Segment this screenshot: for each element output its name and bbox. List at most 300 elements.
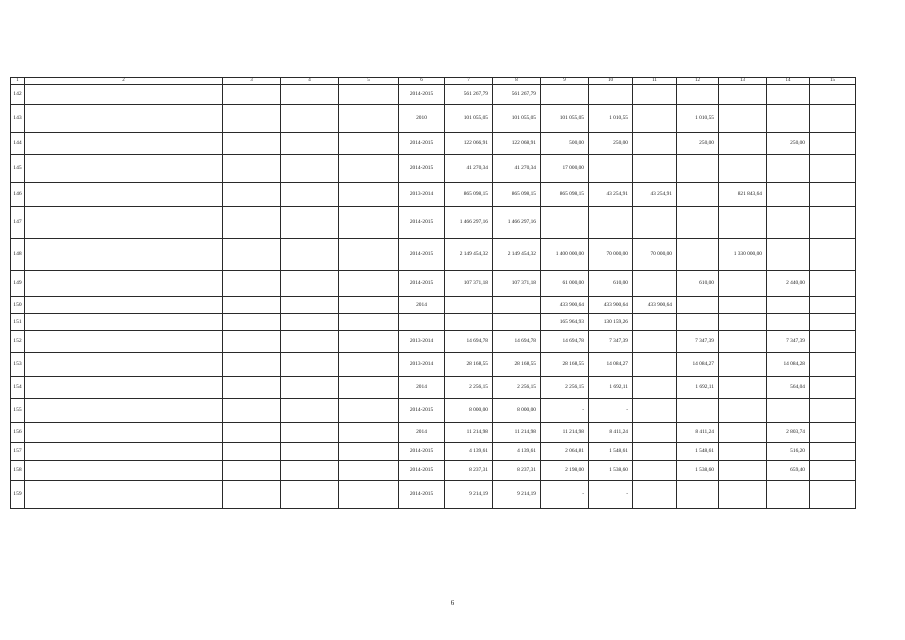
table-row: [11, 296, 856, 313]
organization-cell: [281, 422, 339, 442]
organization-cell: [281, 84, 339, 104]
table-row: [11, 84, 856, 104]
amount-cell: [541, 84, 589, 104]
row-number-cell: 142: [11, 84, 25, 104]
organization-cell: [281, 352, 339, 376]
amount-cell: 2 064,81: [541, 442, 589, 460]
table-row: [11, 460, 856, 480]
column-number-cell: 4: [281, 78, 339, 85]
row-number-cell: 153: [11, 352, 25, 376]
amount-cell: 821 843,64: [719, 182, 767, 206]
object-description-cell: [25, 270, 223, 296]
period-cell: 2010: [399, 104, 445, 132]
object-description-cell: [25, 296, 223, 313]
table-row: [11, 398, 856, 422]
period-cell: 2013-2014: [399, 330, 445, 352]
organization-cell: [281, 313, 339, 330]
row-number-cell: 148: [11, 238, 25, 270]
amount-cell: [810, 206, 856, 238]
amount-cell: 1 330 000,00: [719, 238, 767, 270]
amount-cell: 1 548,61: [589, 442, 633, 460]
period-cell: 2013-2014: [399, 182, 445, 206]
organization-cell: [223, 442, 281, 460]
object-description-cell: [25, 352, 223, 376]
organization-cell: [281, 206, 339, 238]
object-description-cell: [25, 104, 223, 132]
amount-cell: 8 411,24: [589, 422, 633, 442]
amount-cell: [810, 352, 856, 376]
amount-cell: 2 440,00: [767, 270, 810, 296]
amount-cell: 9 214,19: [493, 480, 541, 508]
organization-cell: [281, 238, 339, 270]
amount-cell: 433 900,64: [541, 296, 589, 313]
amount-cell: [719, 154, 767, 182]
column-number-cell: 8: [493, 78, 541, 85]
amount-cell: 14 694,78: [541, 330, 589, 352]
table-row: [11, 442, 856, 460]
amount-cell: 564,04: [767, 376, 810, 398]
organization-cell: [223, 398, 281, 422]
organization-cell: [223, 104, 281, 132]
organization-cell: [281, 442, 339, 460]
organization-cell: [339, 84, 399, 104]
object-description-cell: [25, 460, 223, 480]
amount-cell: [633, 154, 677, 182]
amount-cell: [719, 84, 767, 104]
amount-cell: [767, 206, 810, 238]
amount-cell: 2 803,74: [767, 422, 810, 442]
amount-cell: [677, 296, 719, 313]
amount-cell: 17 000,00: [541, 154, 589, 182]
organization-cell: [339, 132, 399, 154]
amount-cell: [719, 330, 767, 352]
amount-cell: 250,00: [767, 132, 810, 154]
amount-cell: 8 237,31: [445, 460, 493, 480]
amount-cell: 561 267,79: [493, 84, 541, 104]
amount-cell: [445, 296, 493, 313]
amount-cell: 865 098,15: [493, 182, 541, 206]
object-description-cell: [25, 398, 223, 422]
amount-cell: [810, 296, 856, 313]
organization-cell: [281, 460, 339, 480]
amount-cell: [719, 270, 767, 296]
table-row: [11, 154, 856, 182]
table-row: [11, 104, 856, 132]
amount-cell: 8 000,00: [493, 398, 541, 422]
organization-cell: [223, 238, 281, 270]
column-number-cell: 6: [399, 78, 445, 85]
amount-cell: [493, 296, 541, 313]
table-row: [11, 238, 856, 270]
organization-cell: [223, 313, 281, 330]
period-cell: 2014-2015: [399, 460, 445, 480]
column-number-cell: 13: [719, 78, 767, 85]
amount-cell: 500,00: [541, 132, 589, 154]
object-description-cell: [25, 480, 223, 508]
organization-cell: [281, 398, 339, 422]
period-cell: 2014-2015: [399, 442, 445, 460]
column-number-cell: 3: [223, 78, 281, 85]
period-cell: 2014-2015: [399, 238, 445, 270]
amount-cell: [677, 84, 719, 104]
amount-cell: [633, 104, 677, 132]
amount-cell: -: [541, 480, 589, 508]
period-cell: 2014-2015: [399, 480, 445, 508]
period-cell: 2014-2015: [399, 398, 445, 422]
table-row: [11, 132, 856, 154]
amount-cell: 561 267,79: [445, 84, 493, 104]
row-number-cell: 158: [11, 460, 25, 480]
amount-cell: 9 214,19: [445, 480, 493, 508]
amount-cell: 2 149 454,32: [445, 238, 493, 270]
table-row: [11, 206, 856, 238]
organization-cell: [281, 296, 339, 313]
object-description-cell: [25, 330, 223, 352]
organization-cell: [223, 270, 281, 296]
row-number-cell: 157: [11, 442, 25, 460]
organization-cell: [223, 330, 281, 352]
amount-cell: [810, 132, 856, 154]
amount-cell: [633, 132, 677, 154]
amount-cell: [810, 270, 856, 296]
amount-cell: [810, 104, 856, 132]
amount-cell: 61 000,00: [541, 270, 589, 296]
organization-cell: [223, 182, 281, 206]
amount-cell: 41 270,34: [493, 154, 541, 182]
amount-cell: [493, 313, 541, 330]
amount-cell: 107 371,18: [445, 270, 493, 296]
table-row: [11, 480, 856, 508]
amount-cell: 43 254,91: [633, 182, 677, 206]
amount-cell: [767, 398, 810, 422]
page-number: 6: [450, 599, 455, 607]
amount-cell: -: [541, 398, 589, 422]
column-number-cell: 7: [445, 78, 493, 85]
program-table: [10, 77, 856, 509]
amount-cell: [633, 480, 677, 508]
amount-cell: 1 538,60: [589, 460, 633, 480]
amount-cell: 1 548,61: [677, 442, 719, 460]
amount-cell: [445, 313, 493, 330]
amount-cell: [719, 352, 767, 376]
object-description-cell: [25, 376, 223, 398]
amount-cell: [719, 206, 767, 238]
organization-cell: [339, 182, 399, 206]
amount-cell: 11 214,98: [541, 422, 589, 442]
amount-cell: [810, 460, 856, 480]
organization-cell: [339, 206, 399, 238]
amount-cell: 250,00: [677, 132, 719, 154]
amount-cell: [589, 154, 633, 182]
organization-cell: [223, 154, 281, 182]
amount-cell: [810, 398, 856, 422]
object-description-cell: [25, 442, 223, 460]
object-description-cell: [25, 238, 223, 270]
amount-cell: [633, 84, 677, 104]
organization-cell: [281, 182, 339, 206]
amount-cell: 2 198,00: [541, 460, 589, 480]
organization-cell: [223, 480, 281, 508]
table-row: [11, 422, 856, 442]
amount-cell: [589, 84, 633, 104]
amount-cell: 43 254,91: [589, 182, 633, 206]
amount-cell: 70 000,00: [633, 238, 677, 270]
row-number-cell: 152: [11, 330, 25, 352]
amount-cell: [719, 313, 767, 330]
amount-cell: 28 168,55: [445, 352, 493, 376]
amount-cell: [810, 313, 856, 330]
organization-cell: [339, 238, 399, 270]
organization-cell: [281, 480, 339, 508]
amount-cell: 659,40: [767, 460, 810, 480]
amount-cell: [810, 330, 856, 352]
amount-cell: 165 964,93: [541, 313, 589, 330]
organization-cell: [339, 398, 399, 422]
organization-cell: [281, 376, 339, 398]
object-description-cell: [25, 182, 223, 206]
amount-cell: [677, 206, 719, 238]
row-number-cell: 146: [11, 182, 25, 206]
period-cell: 2014-2015: [399, 132, 445, 154]
object-description-cell: [25, 206, 223, 238]
period-cell: 2014-2015: [399, 154, 445, 182]
organization-cell: [281, 330, 339, 352]
amount-cell: 14 694,78: [445, 330, 493, 352]
amount-cell: 865 098,15: [541, 182, 589, 206]
amount-cell: [767, 313, 810, 330]
column-number-cell: 9: [541, 78, 589, 85]
organization-cell: [339, 313, 399, 330]
column-number-row: [11, 78, 856, 85]
period-cell: 2014: [399, 296, 445, 313]
amount-cell: [633, 460, 677, 480]
amount-cell: 865 098,15: [445, 182, 493, 206]
amount-cell: -: [589, 398, 633, 422]
amount-cell: -: [589, 480, 633, 508]
period-cell: 2013-2014: [399, 352, 445, 376]
amount-cell: [677, 313, 719, 330]
amount-cell: [767, 480, 810, 508]
amount-cell: 130 159,26: [589, 313, 633, 330]
amount-cell: [633, 442, 677, 460]
amount-cell: [719, 104, 767, 132]
amount-cell: [767, 238, 810, 270]
table-row: [11, 376, 856, 398]
amount-cell: [633, 398, 677, 422]
amount-cell: [767, 182, 810, 206]
amount-cell: [810, 182, 856, 206]
amount-cell: 122 068,91: [493, 132, 541, 154]
amount-cell: [677, 398, 719, 422]
table-row: [11, 182, 856, 206]
column-number-cell: 10: [589, 78, 633, 85]
row-number-cell: 150: [11, 296, 25, 313]
organization-cell: [339, 270, 399, 296]
column-number-cell: 15: [810, 78, 856, 85]
organization-cell: [339, 352, 399, 376]
amount-cell: [719, 460, 767, 480]
organization-cell: [223, 352, 281, 376]
organization-cell: [281, 132, 339, 154]
amount-cell: 1 692,11: [589, 376, 633, 398]
period-cell: 2014-2015: [399, 206, 445, 238]
amount-cell: [719, 442, 767, 460]
amount-cell: [633, 206, 677, 238]
organization-cell: [223, 460, 281, 480]
amount-cell: 7 347,39: [767, 330, 810, 352]
row-number-cell: 151: [11, 313, 25, 330]
column-number-cell: 5: [339, 78, 399, 85]
amount-cell: 433 900,64: [589, 296, 633, 313]
amount-cell: 14 084,27: [677, 352, 719, 376]
period-cell: 2014-2015: [399, 84, 445, 104]
column-number-cell: 2: [25, 78, 223, 85]
table-row: [11, 270, 856, 296]
organization-cell: [339, 376, 399, 398]
period-cell: 2014: [399, 376, 445, 398]
amount-cell: 2 256,15: [445, 376, 493, 398]
amount-cell: [633, 376, 677, 398]
amount-cell: 70 000,00: [589, 238, 633, 270]
amount-cell: [589, 206, 633, 238]
row-number-cell: 145: [11, 154, 25, 182]
column-number-cell: 14: [767, 78, 810, 85]
amount-cell: 1 400 000,00: [541, 238, 589, 270]
amount-cell: 41 270,34: [445, 154, 493, 182]
amount-cell: 28 168,55: [493, 352, 541, 376]
amount-cell: [719, 398, 767, 422]
period-cell: 2014: [399, 422, 445, 442]
amount-cell: [810, 84, 856, 104]
amount-cell: 7 347,39: [677, 330, 719, 352]
table-row: [11, 313, 856, 330]
organization-cell: [339, 442, 399, 460]
amount-cell: [719, 296, 767, 313]
row-number-cell: 154: [11, 376, 25, 398]
amount-cell: 2 256,15: [541, 376, 589, 398]
amount-cell: 28 168,55: [541, 352, 589, 376]
table-row: [11, 330, 856, 352]
amount-cell: [719, 376, 767, 398]
amount-cell: 2 149 454,32: [493, 238, 541, 270]
amount-cell: 1 466 297,16: [445, 206, 493, 238]
amount-cell: [810, 154, 856, 182]
amount-cell: 8 000,00: [445, 398, 493, 422]
amount-cell: [767, 154, 810, 182]
amount-cell: 7 347,39: [589, 330, 633, 352]
amount-cell: 101 055,05: [541, 104, 589, 132]
amount-cell: [677, 480, 719, 508]
amount-cell: 107 371,18: [493, 270, 541, 296]
amount-cell: [810, 480, 856, 508]
table-row: [11, 352, 856, 376]
amount-cell: [677, 238, 719, 270]
amount-cell: 250,00: [589, 132, 633, 154]
organization-cell: [223, 84, 281, 104]
amount-cell: [633, 313, 677, 330]
organization-cell: [339, 422, 399, 442]
amount-cell: 14 084,28: [767, 352, 810, 376]
amount-cell: [677, 154, 719, 182]
amount-cell: [541, 206, 589, 238]
row-number-cell: 144: [11, 132, 25, 154]
amount-cell: [810, 376, 856, 398]
row-number-cell: 159: [11, 480, 25, 508]
amount-cell: [719, 422, 767, 442]
amount-cell: 122 066,91: [445, 132, 493, 154]
amount-cell: 101 055,05: [493, 104, 541, 132]
organization-cell: [281, 270, 339, 296]
amount-cell: [633, 330, 677, 352]
amount-cell: 1 538,60: [677, 460, 719, 480]
amount-cell: [810, 422, 856, 442]
amount-cell: [719, 132, 767, 154]
object-description-cell: [25, 313, 223, 330]
organization-cell: [223, 206, 281, 238]
amount-cell: [677, 182, 719, 206]
amount-cell: [633, 352, 677, 376]
object-description-cell: [25, 422, 223, 442]
object-description-cell: [25, 154, 223, 182]
amount-cell: 14 084,27: [589, 352, 633, 376]
amount-cell: 433 900,64: [633, 296, 677, 313]
amount-cell: 1 010,55: [589, 104, 633, 132]
row-number-cell: 149: [11, 270, 25, 296]
amount-cell: 4 139,61: [493, 442, 541, 460]
amount-cell: 8 411,24: [677, 422, 719, 442]
amount-cell: 8 237,31: [493, 460, 541, 480]
amount-cell: 1 466 297,16: [493, 206, 541, 238]
organization-cell: [223, 422, 281, 442]
row-number-cell: 155: [11, 398, 25, 422]
amount-cell: [633, 422, 677, 442]
amount-cell: 516,20: [767, 442, 810, 460]
organization-cell: [223, 376, 281, 398]
amount-cell: 4 139,61: [445, 442, 493, 460]
row-number-cell: 147: [11, 206, 25, 238]
amount-cell: 610,00: [589, 270, 633, 296]
amount-cell: [767, 296, 810, 313]
organization-cell: [339, 154, 399, 182]
organization-cell: [281, 154, 339, 182]
amount-cell: 610,00: [677, 270, 719, 296]
amount-cell: [810, 238, 856, 270]
organization-cell: [281, 104, 339, 132]
row-number-cell: 156: [11, 422, 25, 442]
amount-cell: [767, 104, 810, 132]
amount-cell: 14 694,78: [493, 330, 541, 352]
organization-cell: [339, 330, 399, 352]
amount-cell: [719, 480, 767, 508]
object-description-cell: [25, 84, 223, 104]
amount-cell: 1 692,11: [677, 376, 719, 398]
organization-cell: [339, 480, 399, 508]
organization-cell: [223, 296, 281, 313]
organization-cell: [339, 460, 399, 480]
column-number-cell: 12: [677, 78, 719, 85]
period-cell: [399, 313, 445, 330]
column-number-cell: 11: [633, 78, 677, 85]
organization-cell: [339, 296, 399, 313]
amount-cell: [633, 270, 677, 296]
amount-cell: 2 256,15: [493, 376, 541, 398]
period-cell: 2014-2015: [399, 270, 445, 296]
amount-cell: 11 214,98: [493, 422, 541, 442]
organization-cell: [339, 104, 399, 132]
row-number-cell: 143: [11, 104, 25, 132]
amount-cell: 1 010,55: [677, 104, 719, 132]
amount-cell: 11 214,98: [445, 422, 493, 442]
